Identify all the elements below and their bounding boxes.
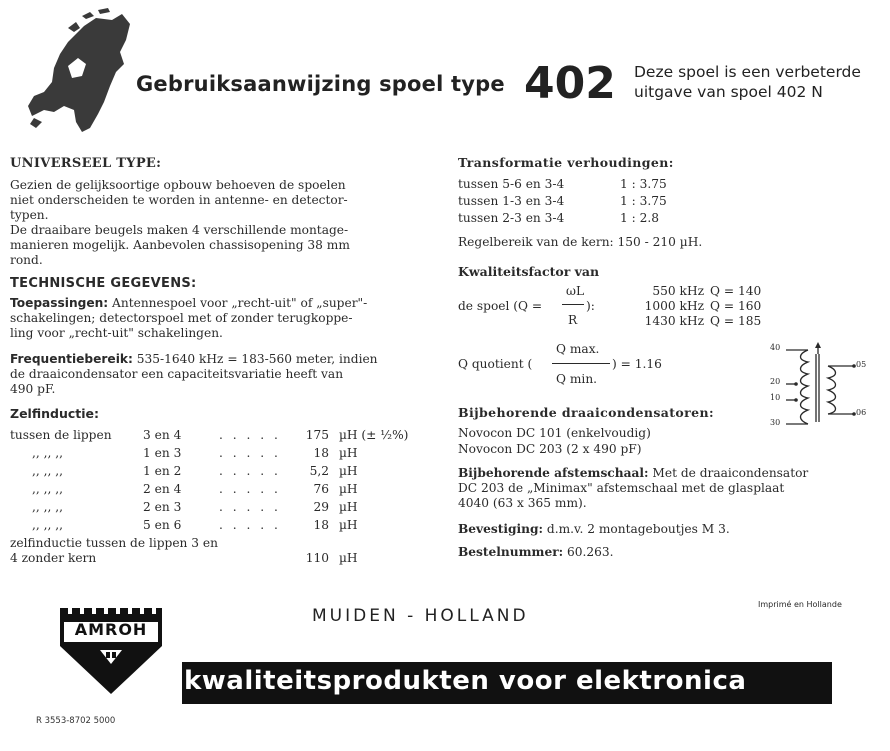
text-line: Gezien de gelijksoortige opbouw behoeven de spoelen [10,178,346,192]
bestel-label: Bestelnummer: [458,545,564,559]
text-line: 535-1640 kHz = 183-560 meter, indien [132,352,378,366]
transformatie-heading: Transformatie verhoudingen: [458,155,674,170]
row-pins: 1 en 2 [143,464,182,478]
frequentie-label: Frequentiebereik: [10,352,133,366]
imprint-text: Imprimé en Hollande [758,600,842,609]
text-line: ling voor „recht-uit" schakelingen. [10,326,223,340]
row-unit: µH [339,500,358,514]
technische-heading: TECHNISCHE GEGEVENS: [10,276,197,291]
row-value: 110 [305,551,329,565]
fraction-line [552,363,610,364]
text-line: niet onderscheiden te worden in antenne- en detector- [10,193,348,207]
bestel-text [458,545,614,559]
text-line: DC 203 de „Minimax" afstemschaal met de glasplaat [458,481,785,495]
text-line: manieren mogelijk. Aanbevolen chassisopening 38 mm [10,238,350,252]
table-row [10,428,408,442]
row-value: 76 [313,482,329,496]
table-row [10,500,358,514]
row-pins: 2 en 3 [143,500,182,514]
row-value: 5,2 [309,464,329,478]
coil-label: 40 [770,343,781,352]
frequentie-text [10,352,420,397]
zelfinductie-heading: Zelfinductie: [10,406,99,421]
table-row [458,177,667,191]
table-row [10,446,358,460]
row-unit: µH (± ½%) [339,428,409,442]
afstem-label: Bijbehorende afstemschaal: [458,466,649,480]
netherlands-map-icon [24,6,134,146]
table-row [10,482,358,496]
bevestiging-value: d.m.v. 2 montageboutjes M 3. [543,522,730,536]
q-formula-denominator: R [568,313,578,327]
ratio-label: tussen 1-3 en 3-4 [458,194,565,208]
row-unit: µH [339,551,358,565]
row-dots: . . . . . [219,428,281,442]
universeel-text [10,178,420,268]
row-value: 18 [313,446,329,460]
ratio-label: tussen 2-3 en 3-4 [458,211,565,225]
row-prefix: ,, ,, ,, [32,518,63,532]
row-value: 175 [305,428,329,442]
table-row [458,194,667,208]
q-formula-close: ): [586,299,595,313]
row-dots: . . . . . [219,482,281,496]
page-title: Gebruiksaanwijzing spoel type [136,72,505,96]
amroh-logo [58,604,164,696]
quotient-denominator: Q min. [556,372,598,386]
version-note-line-1: Deze spoel is een verbeterde [634,63,861,81]
print-code: R 3553-8702 5000 [36,716,116,726]
q-value: Q = 160 [710,299,762,313]
coil-label: 30 [770,418,781,427]
q-freq: 1430 kHz [644,314,704,328]
row-unit: µH [339,464,358,478]
ratio-label: tussen 5-6 en 3-4 [458,177,565,191]
coil-schematic-icon [768,340,868,432]
table-row [10,464,358,478]
table-row [638,314,761,328]
table-row [10,551,358,565]
regelbereik-text: Regelbereik van de kern: 150 - 210 µH. [458,235,703,249]
table-row [638,284,761,298]
row-prefix: ,, ,, ,, [32,464,63,478]
toepassingen-text [10,296,420,341]
slogan-text: kwaliteitsprodukten voor elektronica [184,666,747,696]
text-line: 490 pF. [10,382,56,396]
text-line: 4040 (63 x 365 mm). [458,496,587,510]
type-number: 402 [524,58,616,109]
quotient-label: Q quotient ( [458,357,533,371]
version-note-line-2: uitgave van spoel 402 N [634,83,823,101]
row-dots: . . . . . [219,500,281,514]
text-line: De draaibare beugels maken 4 verschillende montage- [10,223,349,237]
text-line: Antennespoel voor „recht-uit" of „super"- [108,296,368,310]
kwaliteit-heading: Kwaliteitsfactor van [458,264,600,279]
quotient-numerator: Q max. [556,342,600,356]
row-prefix: ,, ,, ,, [32,500,63,514]
text-line: rond. [10,253,43,267]
fraction-line [562,304,584,305]
row-unit: µH [339,446,358,460]
row-pins: 5 en 6 [143,518,182,532]
coil-label: 05 [856,360,867,369]
row-prefix: ,, ,, ,, [32,446,63,460]
bevestiging-text [458,522,730,536]
row-value: 18 [313,518,329,532]
coil-label: 10 [770,393,781,402]
zelf-extra-line-2: 4 zonder kern [10,551,97,565]
ratio-value: 1 : 2.8 [620,211,659,225]
row-prefix: ,, ,, ,, [32,482,63,496]
text-line: schakelingen; detectorspoel met of zonder terugkoppe- [10,311,353,325]
condensator-line: Novocon DC 101 (enkelvoudig) [458,426,651,440]
q-formula-numerator: ωL [566,284,585,298]
version-note [634,62,861,102]
row-dots: . . . . . [219,464,281,478]
ratio-value: 1 : 3.75 [620,177,667,191]
row-value: 29 [313,500,329,514]
q-freq: 550 kHz [652,284,704,298]
text-line: Met de draaicondensator [648,466,809,480]
ratio-value: 1 : 3.75 [620,194,667,208]
text-line: de draaicondensator een capaciteitsvariatie heeft van [10,367,344,381]
table-row [638,299,761,313]
row-dots: . . . . . [219,446,281,460]
row-pins: 3 en 4 [143,428,182,442]
bevestiging-label: Bevestiging: [458,522,544,536]
q-freq: 1000 kHz [644,299,704,313]
coil-label: 06 [856,408,867,417]
table-row [458,211,659,225]
location-text: MUIDEN - HOLLAND [312,606,529,626]
text-line: typen. [10,208,49,222]
bijbehorende-heading: Bijbehorende draaicondensatoren: [458,405,715,420]
condensator-line: Novocon DC 203 (2 x 490 pF) [458,442,642,456]
universeel-heading: UNIVERSEEL TYPE: [10,156,162,171]
row-pins: 2 en 4 [143,482,182,496]
q-value: Q = 185 [710,314,762,328]
quotient-close: ) = 1.16 [612,357,662,371]
logo-text: AMROH [74,620,148,639]
row-pins: 1 en 3 [143,446,182,460]
row-dots: . . . . . [219,518,281,532]
row-unit: µH [339,482,358,496]
row-unit: µH [339,518,358,532]
q-formula-label: de spoel (Q = [458,299,543,313]
bestel-value: 60.263. [563,545,614,559]
table-row [10,518,358,532]
toepassingen-label: Toepassingen: [10,296,109,310]
coil-label: 20 [770,377,781,386]
q-value: Q = 140 [710,284,762,298]
afstem-text [458,466,878,511]
row-prefix: tussen de lippen [10,428,112,442]
zelf-extra-line-1: zelfinductie tussen de lippen 3 en [10,536,218,550]
